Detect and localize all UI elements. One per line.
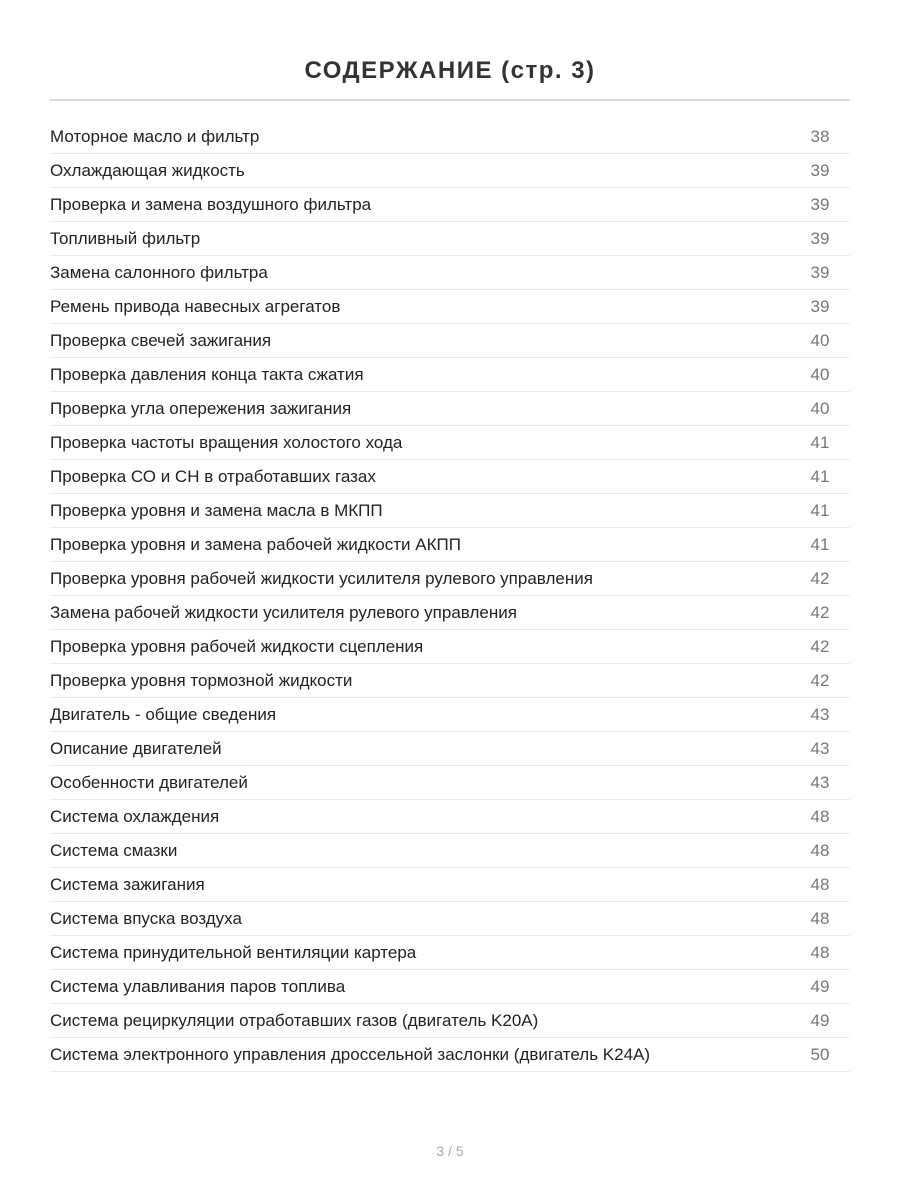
toc-entry[interactable] [50,154,850,188]
toc-entry[interactable] [50,732,850,766]
toc-entry-page-number: 41 [810,500,830,520]
toc-entry[interactable] [50,766,850,800]
page-indicator: 3 / 5 [436,1143,464,1159]
toc-entry-label: Замена салонного фильтра [50,262,268,282]
page-title: СОДЕРЖАНИЕ (стр. 3) [304,57,596,85]
toc-entry-label: Проверка свечей зажигания [50,330,272,350]
toc-entry[interactable] [50,222,850,256]
toc-entry[interactable] [50,460,850,494]
toc-entry-page-number: 40 [810,364,830,384]
toc-entry-label: Описание двигателей [50,738,222,758]
toc-entry[interactable] [50,868,850,902]
toc-entry-label: Система принудительной вентиляции картера [50,942,417,962]
toc-entry-page-number: 39 [810,262,830,282]
toc-entry[interactable] [50,494,850,528]
toc-entry[interactable] [50,630,850,664]
toc-entry-page-number: 42 [810,636,830,656]
toc-entry-label: Проверка частоты вращения холостого хода [50,432,403,452]
toc-entry[interactable] [50,970,850,1004]
toc-entry[interactable] [50,1004,850,1038]
toc-entry-page-number: 41 [810,432,830,452]
toc-entry-page-number: 39 [810,296,830,316]
toc-entry-label: Проверка уровня рабочей жидкости сцепления [50,636,424,656]
toc-entry-page-number: 48 [810,908,830,928]
toc-entry-label: Двигатель - общие сведения [50,704,277,724]
toc-entry[interactable] [50,664,850,698]
toc-entry-page-number: 41 [810,466,830,486]
toc-entry[interactable] [50,392,850,426]
toc-entry-label: Моторное масло и фильтр [50,126,260,146]
table-of-contents [50,120,850,1072]
toc-entry-label: Система электронного управления дроссельной заслонки (двигатель K24A) [50,1044,651,1064]
toc-entry-page-number: 49 [810,976,830,996]
toc-entry-page-number: 42 [810,602,830,622]
toc-entry-page-number: 48 [810,840,830,860]
toc-entry-label: Проверка уровня и замена рабочей жидкости АКПП [50,534,461,554]
toc-entry-label: Проверка давления конца такта сжатия [50,364,364,384]
toc-entry[interactable] [50,426,850,460]
toc-entry-label: Замена рабочей жидкости усилителя рулевого управления [50,602,517,622]
toc-entry-label: Проверка уровня рабочей жидкости усилителя рулевого управления [50,568,593,588]
toc-entry-label: Проверка угла опережения зажигания [50,398,352,418]
toc-entry[interactable] [50,698,850,732]
title-divider [50,99,850,101]
toc-entry-page-number: 49 [810,1010,830,1030]
toc-entry-page-number: 39 [810,228,830,248]
toc-entry-label: Ремень привода навесных агрегатов [50,296,341,316]
toc-entry[interactable] [50,256,850,290]
toc-entry[interactable] [50,834,850,868]
toc-entry-page-number: 48 [810,806,830,826]
toc-entry-label: Охлаждающая жидкость [50,160,245,180]
toc-entry-page-number: 50 [810,1044,830,1064]
toc-entry-page-number: 42 [810,568,830,588]
toc-entry[interactable] [50,528,850,562]
toc-entry-page-number: 42 [810,670,830,690]
toc-entry[interactable] [50,120,850,154]
toc-entry-page-number: 39 [810,160,830,180]
toc-entry-page-number: 40 [810,330,830,350]
toc-entry-page-number: 41 [810,534,830,554]
toc-entry-label: Проверка СО и СН в отработавших газах [50,466,376,486]
toc-entry-label: Система улавливания паров топлива [50,976,346,996]
toc-entry[interactable] [50,936,850,970]
toc-entry[interactable] [50,358,850,392]
toc-entry-page-number: 48 [810,874,830,894]
toc-entry-page-number: 43 [810,738,830,758]
toc-entry-label: Система смазки [50,840,178,860]
toc-entry[interactable] [50,290,850,324]
toc-entry-label: Система зажигания [50,874,205,894]
toc-entry-label: Топливный фильтр [50,228,201,248]
toc-entry[interactable] [50,1038,850,1072]
toc-entry-page-number: 39 [810,194,830,214]
toc-entry[interactable] [50,902,850,936]
toc-entry-page-number: 43 [810,772,830,792]
toc-entry-label: Система охлаждения [50,806,220,826]
toc-entry-page-number: 43 [810,704,830,724]
toc-entry[interactable] [50,324,850,358]
toc-entry[interactable] [50,800,850,834]
toc-entry[interactable] [50,596,850,630]
toc-entry-label: Система рециркуляции отработавших газов (двигатель K20A) [50,1010,539,1030]
toc-entry-page-number: 40 [810,398,830,418]
toc-entry-label: Проверка и замена воздушного фильтра [50,194,372,214]
toc-entry-label: Система впуска воздуха [50,908,242,928]
toc-entry-page-number: 48 [810,942,830,962]
toc-entry-label: Проверка уровня тормозной жидкости [50,670,353,690]
toc-entry-label: Особенности двигателей [50,772,248,792]
toc-entry-page-number: 38 [810,126,830,146]
toc-entry[interactable] [50,188,850,222]
toc-entry-label: Проверка уровня и замена масла в МКПП [50,500,383,520]
toc-entry[interactable] [50,562,850,596]
